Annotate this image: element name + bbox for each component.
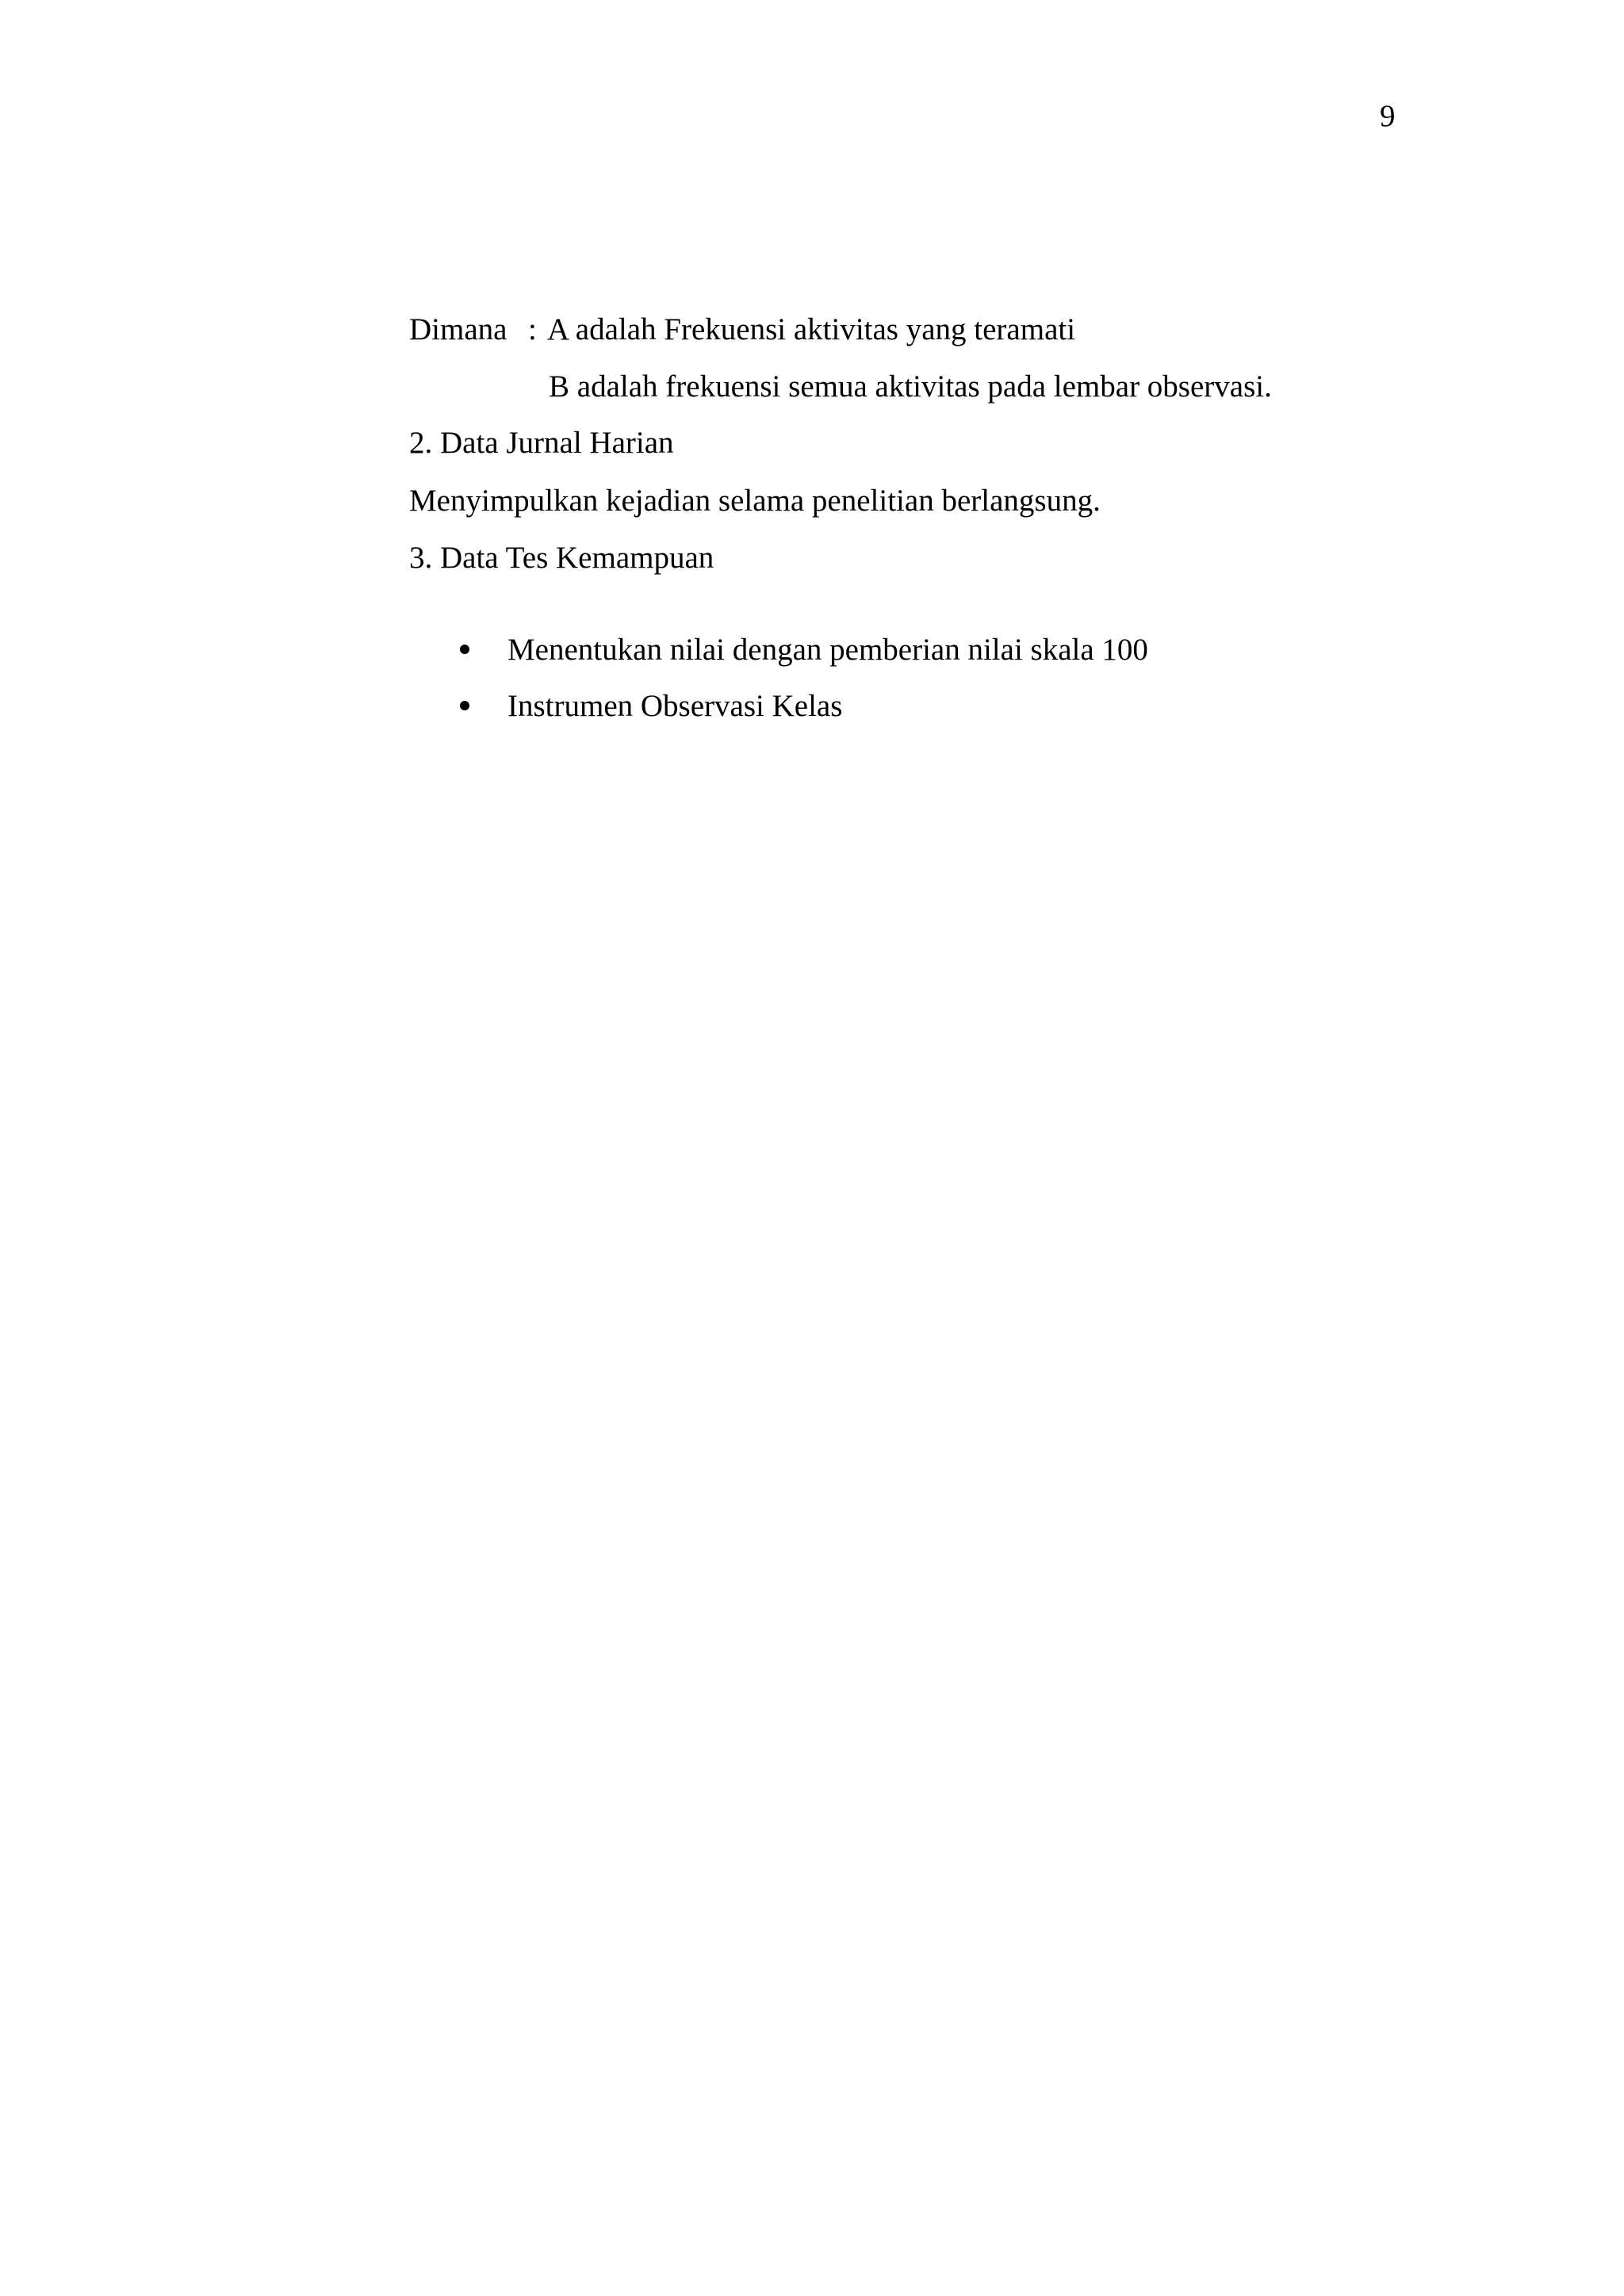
bullet-item: Menentukan nilai dengan pemberian nilai skala 100 (508, 633, 1148, 667)
definition-label: Dimana (409, 312, 508, 346)
definition-line-b: B adalah frekuensi semua aktivitas pada lembar observasi. (549, 369, 1272, 404)
bullet-icon (460, 701, 469, 710)
page-number: 9 (1380, 99, 1396, 133)
section-heading-jurnal: 2. Data Jurnal Harian (409, 426, 674, 460)
section-paragraph-jurnal: Menyimpulkan kejadian selama penelitian berlangsung. (409, 484, 1101, 518)
definition-line-a: A adalah Frekuensi aktivitas yang teramati (547, 312, 1076, 346)
bullet-item: Instrumen Observasi Kelas (508, 689, 843, 723)
bullet-icon (460, 645, 469, 654)
section-heading-tes: 3. Data Tes Kemampuan (409, 541, 714, 575)
definition-colon: : (528, 312, 537, 346)
